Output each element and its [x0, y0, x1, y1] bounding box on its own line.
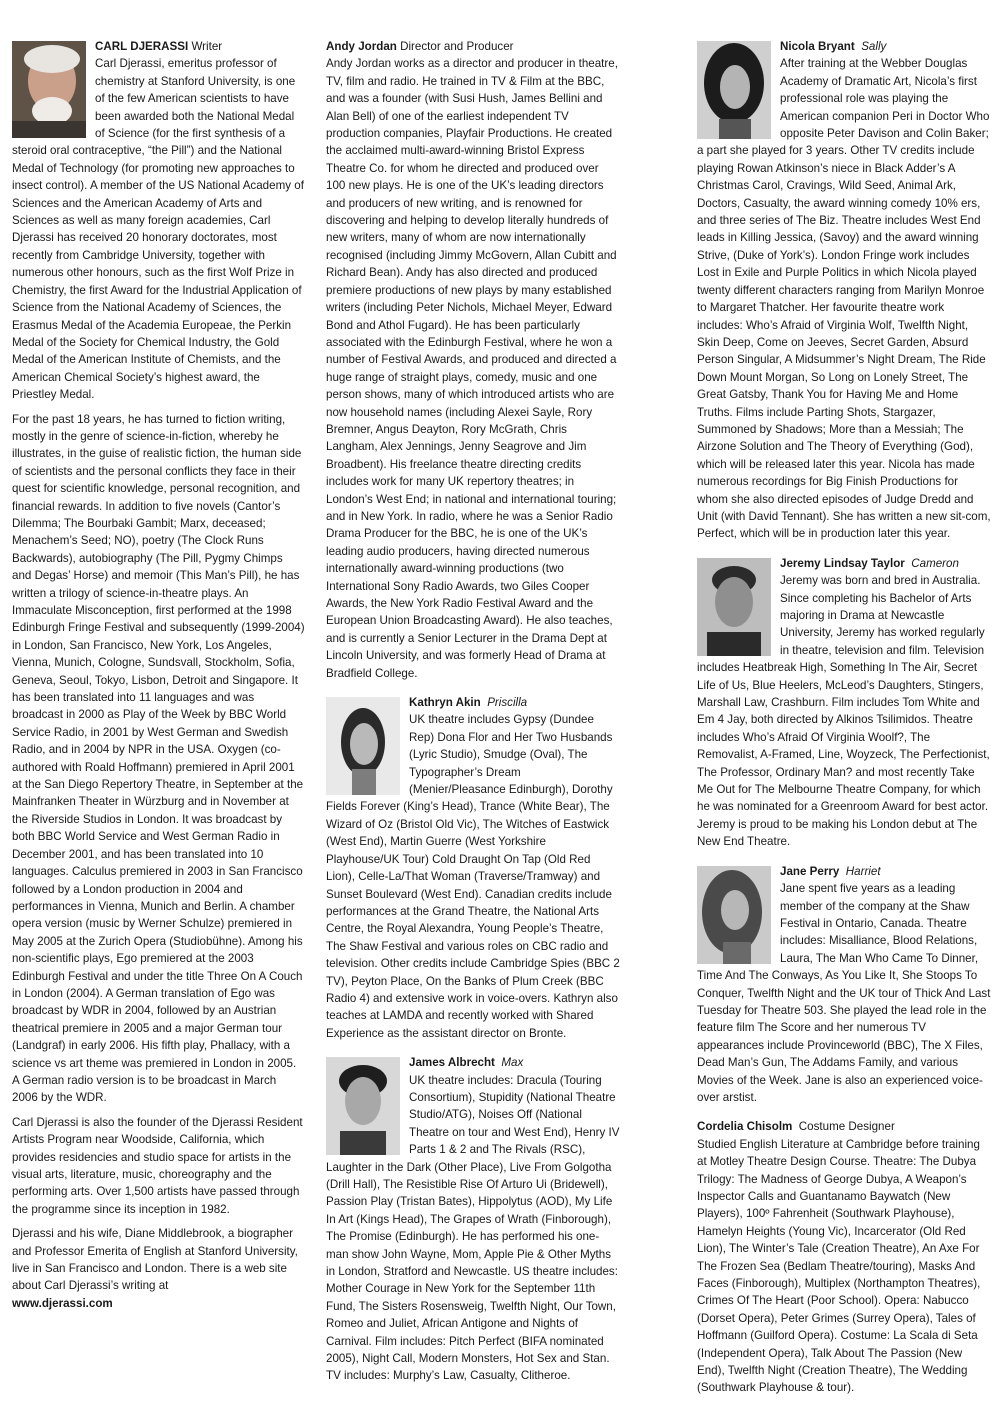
bio-jane-perry [697, 863, 991, 1107]
name-jeremy-lindsay-taylor: Jeremy Lindsay Taylor [780, 556, 905, 570]
bio-text-jane-perry: Jane spent five years as a leading member of the company at the Shaw Festival in Ontario, Canada. Theatre includes: Misalliance, Blood Relations, Laura, The Man Who Came To Dinner, Time And The Conways, As You Like It, She Stoops To Conquer, Twelfth Night and the UK tour of Thick And Last Tuesday for Theatre 503. She played the lead role in the feature film The Score and her numerous TV appearances include Provinceworld (BBC), The X Files, Dead Man’s Gun, The Addams Family, and various Movies of the Week. Jane is also an experienced voice-over arstist. [697, 882, 991, 1104]
name-carl-djerassi: CARL DJERASSI [95, 40, 189, 53]
bio-cordelia-chisolm [697, 1118, 991, 1397]
bio-text-james-albrecht: UK theatre includes: Dracula (Touring Consortium), Stupidity (National Theatre Studio/ATG), Noises Off (National Theatre on tour and West End), Henry IV Parts 1 & 2 and The Rivals (RSC), Laughter in the Dark (Other Place), Live From Golgotha (Drill Hall), The Resistible Rise Of Arturo Ui (Bridewell), Passion Play (Tristan Bates), Hippolytus (AOD), My Life In Art (Kings Head), The Grapes of Wrath (Finborough), The Promise (Edinburgh). He has performed his one-man show John Wayne, Mom, Apple Pie & Other Myths in London, Stratford and Newcastle. US theatre includes: Mother Courage in New York for the September 11th Fund, The Sisters Rosensweig, Twelfth Night, Our Town, Romeo and Juliet, African Antigone and Nights of Carnival. Film includes: Pitch Perfect (BIFA nominated 2005), Night Call, Modern Monsters, Hot Sex and Stan. TV includes: Murphy’s Law, Casualty, Clitheroe. [326, 1073, 620, 1383]
bio-andy-jordan [326, 38, 620, 682]
column-left [12, 38, 305, 1322]
name-jane-perry: Jane Perry [780, 864, 840, 878]
name-nicola-bryant: Nicola Bryant [780, 40, 855, 53]
photo-jeremy-lindsay-taylor [697, 558, 771, 656]
bio-text-carl-p4: Djerassi and his wife, Diane Middlebrook, a biographer and Professor Emerita of English at Stanford University, live in San Francisco and London. There is a web site about Carl Djerassi’s writing at [12, 1227, 298, 1293]
photo-james-albrecht [326, 1057, 400, 1155]
role-jeremy-lindsay-taylor: Cameron [911, 556, 959, 570]
photo-nicola-bryant [697, 41, 771, 139]
bio-james-albrecht [326, 1054, 620, 1385]
photo-jane-perry [697, 866, 771, 964]
bio-kathryn-akin [326, 694, 620, 1042]
bio-text-kathryn-akin: UK theatre includes Gypsy (Dundee Rep) Dona Flor and Her Two Husbands (Lyric Studio), Smudge (Oval), The Typographer’s Dream (Menier/Pleasance Edinburgh), Dorothy Fields Forever (King’s Head), Trance (White Bear), The Wizard of Oz (Bristol Old Vic), The Witches of Eastwick (West End), Martin Guerre (West Yorkshire Playhouse/UK Tour) Cold Draught On Tap (Old Red Lion), Celle-La/That Woman (Traverse/Tramway) and Sunset Boulevard (West End). Canadian credits include performances at the Grand Theatre, the National Arts Centre, the Royal Alexandra, Young People’s Theatre, The Shaw Festival and various roles on CBC radio and television. Other credits include Cambridge Spies (BBC 2 TV), Peyton Place, On the Banks of Plum Creek (BBC Radio 4) and extensive work in voice-overs. Kathryn also teaches at LAMDA and recently worked with Shared Experience as the assistant director on Bronte. [326, 713, 620, 1040]
bio-nicola-bryant [697, 38, 991, 543]
bio-carl-djerassi [12, 38, 305, 1312]
bio-jeremy-lindsay-taylor [697, 555, 991, 851]
bio-text-carl-p3: Carl Djerassi is also the founder of the Djerassi Resident Artists Program near Woodside, California, which provides residencies and studio space for artists in the visual arts, literature, music, choreography and the performing arts. Over 1,500 artists have passed through the programme since its inception in 1982. [12, 1115, 303, 1216]
bio-text-andy-jordan: Andy Jordan works as a director and producer in theatre, TV, film and radio. He trained in TV & Film at the BBC, and was a founder (with Susi Hush, James Bellini and Alan Bell) of one of the earliest independent TV production companies, Playfair Productions. He created the acclaimed multi-award-winning Bristol Express Theatre Co. for whom he directed and produced over 100 new plays. He is one of the UK’s leading directors and producers of new writing, and is renowned for discovering and helping to develop literally hundreds of new writers, many of whom are now internationally recognised (including Jimmy McGovern, Allan Cubitt and Richard Bean). Andy has also directed and produced premiere productions of new plays by many established writers (including Peter Nichols, Michael Meyer, Edward Bond and Athol Fugard). He has been particularly associated with the Edinburgh Festival, where he won a number of Festival Awards, and produced and directed a huge range of straight plays, comedy, music and one person shows, many of which introduced artists who are now household names (including Alexei Sayle, Rory Bremner, Angus Deayton, Rory McGrath, Chris Langham, Alex Jennings, Jenny Seagrove and Jim Broadbent). His freelance theatre directing credits includes work for many UK repertory theatres; in London’s West End; in national and international touring; and in New York. In radio, where he was a Senior Radio Drama Producer for the BBC, he is one of the UK’s leading audio producers, having directed numerous internationally award-winning productions (two International Sony Radio Awards, two Giles Cooper Awards, the New York Radio Festival Award and the European Union Broadcasting Award). He also teaches, and is currently a Senior Lecturer in the Drama Dept at Lincoln University, and was formerly Head of Drama at Bradfield College. [326, 57, 618, 680]
bio-text-jeremy-lindsay-taylor: Jeremy was born and bred in Australia. Since completing his Bachelor of Arts majoring in Drama at Newcastle University, Jeremy has worked regularly in theatre, television and film. Television includes Heatbreak High, Something In The Air, Secret Life of Us, Blue Heelers, McLeod’s Daughters, Stingers, Marshall Law, Crashburn. Film includes Tom White and Em 4 Jay, both directed by Alkinos Tsilimidos. Theatre includes Who’s Afraid Of Virginia Woolf?, The Removalist, A-Framed, Line, Woyzeck, The Perfectionist, The Professor, Ordinary Man? and most recently Take Me Out for The Melbourne Theatre Company, for which he was nominated for a Greenroom Award for best actor. Jeremy is proud to be making his London debut at The New End Theatre. [697, 574, 990, 849]
role-james-albrecht: Max [501, 1056, 524, 1070]
bio-text-nicola-bryant: After training at the Webber Douglas Academy of Dramatic Art, Nicola’s first professional role was playing the American companion Peri in Doctor Who opposite Peter Davison and Colin Baker; a part she played for 3 years. Other TV credits include playing Rowan Atkinson’s niece in Black Adder’s A Christmas Carol, Cravings, Wild Seed, Animal Ark, Doctors, Casualty, the award winning comedy 10% ers, and three series of The Biz. Theatre includes West End leads in Killing Jessica, (Savoy) and the award winning Strive, (Duke of York’s). London Fringe work includes Lost in Exile and Purple Politics in which Nicola played twenty different characters ranging from Marilyn Monroe to Margaret Thatcher. Her favourite theatre work includes: Who’s Afraid of Virginia Wolf, Twelfth Night, Skin Deep, Come on Jeeves, Secret Garden, Absurd Person Singular, A Midsummer’s Night Dream, The Ride Down Mount Morgan, So Long on Lonely Street, The Great Gatsby, Thank You for Having Me and Home Truths. Films include Parting Shots, Stargazer, Summoned by Shadows; More than a Messiah; The Airzone Solution and The Theory of Everything (God), which will be released later this year. Nicola has made numerous recordings for Big Finish Productions for whom she also directed episodes of Judge Dredd and Unit (with David Tennant). She has written a new sit-com, Perfect, which will be in production later this year. [697, 57, 991, 541]
role-andy-jordan: Director and Producer [400, 40, 514, 53]
role-jane-perry: Harriet [845, 864, 881, 878]
role-kathryn-akin: Priscilla [487, 696, 528, 710]
bio-text-carl-p2: For the past 18 years, he has turned to fiction writing, mostly in the genre of science-in-fiction, whereby he illustrates, in the guise of realistic fiction, the human side of scientists and the personal conflicts they face in their quest for scientific knowledge, personal recognition, and financial rewards. In addition to five novels (Cantor’s Dilemma; The Bourbaki Gambit; Marx, deceased; Menachem’s Seed; NO), poetry (The Clock Runs Backwards), autobiography (The Pill, Pygmy Chimps and Degas’ Horse) and memoir (This Man’s Pill), he has written a trilogy of science-in-theatre plays. An Immaculate Misconception, first performed at the 1998 Edinburgh Fringe Festival and subsequently (1999-2004) in London, San Francisco, New York, Los Angeles, Vienna, Munich, Cologne, Sundsvall, Stockholm, Sofia, Geneva, Seoul, Tokyo, Lisbon, Detroit and Singapore. It has been translated into 11 languages and was broadcast in 2000 as Play of the Week by BBC World Service Radio, in 2001 by West German and Swedish Radio, and in 2004 by NPR in the USA. Oxygen (co-authored with Roald Hoffmann) premiered in April 2001 at the San Diego Repertory Theatre, in September at the Mainfranken Theater in Würzburg and in November at the Riverside Studios in London. It was broadcast by both BBC World Service and West German Radio in December 2001, and has been translated into 10 languages. Calculus premiered in 2003 in San Francisco followed by a London production in 2004 and performances in Vienna, Munich and Berlin. A chamber opera version (music by Werner Schulze) premiered in May 2005 at the Zurich Opera (Studiobühne). Among his non-scientific plays, Ego premiered at the 2003 Edinburgh Festival and under the title Three On A Couch in London (2004). A German translation of Ego was broadcast by WDR in 2004, followed by an Austrian theatrical premiere in 2005 and a major German tour (Landgraf) in early 2006. His fifth play, Phallacy, with a science vs art theme was premiered in London in 2005. A German radio version is to be broadcast in March 2006 by the WDR. [12, 412, 305, 1105]
name-james-albrecht: James Albrecht [409, 1056, 495, 1070]
name-cordelia-chisolm: Cordelia Chisolm [697, 1120, 793, 1134]
photo-kathryn-akin [326, 697, 400, 795]
column-right [697, 38, 991, 1407]
name-kathryn-akin: Kathryn Akin [409, 696, 481, 710]
name-andy-jordan: Andy Jordan [326, 40, 397, 53]
bio-text-carl-p1: Carl Djerassi, emeritus professor of chemistry at Stanford University, is one of the few American scientists to have been awarded both the National Medal of Science (for the first synthesis of a steroid oral contraceptive, “the Pill”) and the National Medal of Technology (for promoting new approaches to insect control). A member of the US National Academy of Sciences and the American Academy of Arts and Sciences as well as many foreign academies, Carl Djerassi has received 20 honorary doctorates, most recently from Cambridge University, together with numerous other honours, such as the first Wolf Prize in Chemistry, the first Award for the Industrial Application of Science from the National Academy of Sciences, the Erasmus Medal of the Academia Europeae, the Perkin Medal of the Society for Chemical Industry, the Gold Medal of the American Institute of Chemists, and the American Chemical Society’s highest award, the Priestley Medal. [12, 57, 304, 402]
column-middle [326, 38, 620, 1395]
role-carl-djerassi: Writer [191, 40, 223, 53]
photo-carl-djerassi [12, 41, 86, 138]
website-link[interactable]: www.djerassi.com [12, 1296, 113, 1310]
role-nicola-bryant: Sally [861, 40, 887, 53]
role-cordelia-chisolm: Costume Designer [798, 1120, 895, 1134]
bio-text-cordelia-chisolm: Studied English Literature at Cambridge before training at Motley Theatre Design Course. Theatre: The Dubya Trilogy: The Madness of George Dubya, A Weapon’s Inspector Calls and Guantanamo Baywatch (New Players), 100º Fahrenheit (Southwark Playhouse), Hamelyn Heights (Young Vic), Incarcerator (Old Red Lion), The Winter’s Tale (Creation Theatre), An Axe For The Frozen Sea (Bedlam Theatre/touring), Masks And Faces (Finborough), Multiplex (Northampton Theatres), Crimes Of The Heart (Poor School). Opera: Nabucco (Dorset Opera), Peter Grimes (Surrey Opera), Tales of Hoffmann (Guilford Opera). Costume: La Scala di Seta (Independent Opera), Talk About The Passion (New End), Twelfth Night (Creation Theatre), The Wedding (Southwark Playhouse & tour). [697, 1137, 981, 1395]
